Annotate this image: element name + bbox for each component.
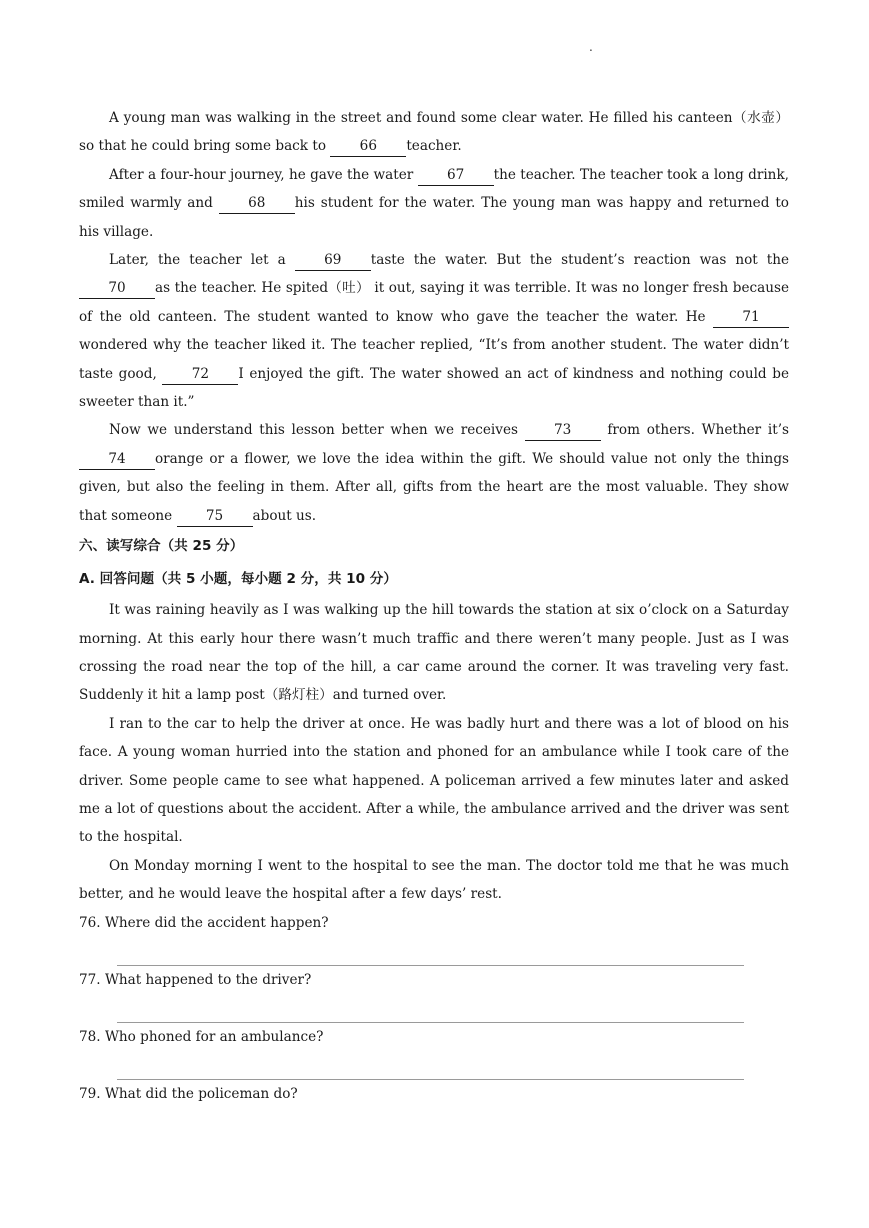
answer-line-78[interactable] — [117, 1051, 744, 1080]
question-76: 76. Where did the accident happen? — [79, 914, 329, 931]
blank-73: 73 — [525, 420, 601, 441]
question-79: 79. What did the policeman do? — [79, 1085, 298, 1102]
question-77: 77. What happened to the driver? — [79, 971, 312, 988]
cloze-paragraph-2: After a four-hour journey, he gave the water 67 the teacher. The teacher took a long drink, smiled warmly and 68 his student for the water. The young man was happy and returned to his village. — [79, 166, 789, 240]
answer-line-77[interactable] — [117, 994, 744, 1023]
cloze-paragraph-4: Now we understand this lesson better when we receives 73 from others. Whether it’s 74 orange or a flower, we love the idea within the gift. We should value not only the things given, but also the feeling in them. After all, gifts from the heart are the most valuable. They show that someone 75 about us. — [79, 416, 789, 530]
cloze-paragraph-3: Later, the teacher let a 69 taste the water. But the student’s reaction was not the 70 as the teacher. He spited（吐） it out, saying it was terrible. It was no longer fresh because of the old canteen. The student wanted to know who gave the teacher the water. He 71wondered why the teacher liked it. The teacher replied, “It’s from another student. The water didn’t taste good, 72 I enjoyed the gift. The water showed an act of kindness and nothing could be sweeter than it.” — [79, 252, 789, 411]
answer-line-76[interactable] — [117, 937, 744, 966]
blank-72: 72 — [162, 364, 238, 385]
part-a-title: A. 回答问题（共 5 小题，每小题 2 分，共 10 分） — [79, 571, 397, 588]
reading-paragraph-2: I ran to the car to help the driver at once. He was badly hurt and there was a lot of blood on his face. A young woman hurried into the station and phoned for an ambulance while I took care of the driver. Some people came to see what happened. A policeman arrived a few minutes later and asked me a lot of questions about the accident. After a while, the ambulance arrived and the driver was sent to the hospital. — [79, 715, 789, 846]
question-78: 78. Who phoned for an ambulance? — [79, 1028, 324, 1045]
exam-content — [79, 104, 789, 1108]
blank-67: 67 — [418, 165, 494, 186]
blank-74: 74 — [79, 449, 155, 470]
reading-paragraph-3: On Monday morning I went to the hospital to see the man. The doctor told me that he was much better, and he would leave the hospital after a few days’ rest. — [79, 857, 789, 903]
blank-68: 68 — [219, 193, 295, 214]
reading-paragraph-1: It was raining heavily as I was walking up the hill towards the station at six o’clock on a Saturday morning. At this early hour there wasn’t much traffic and there weren’t many people. Just as I was crossing the road near the top of the hill, a car came around the corner. It was traveling very fast. Suddenly it hit a lamp post（路灯柱）and turned over. — [79, 602, 789, 704]
blank-70: 70 — [79, 278, 155, 299]
cloze-paragraph-1: A young man was walking in the street and found some clear water. He filled his canteen（水壶）so that he could bring some back to 66 teacher. — [79, 104, 789, 161]
blank-66: 66 — [330, 136, 406, 157]
section-title: 六、读写综合（共 25 分） — [79, 538, 244, 555]
blank-69: 69 — [295, 250, 371, 271]
blank-75: 75 — [177, 506, 253, 527]
blank-71: 71 — [713, 307, 789, 328]
page-mark: . — [589, 40, 593, 54]
